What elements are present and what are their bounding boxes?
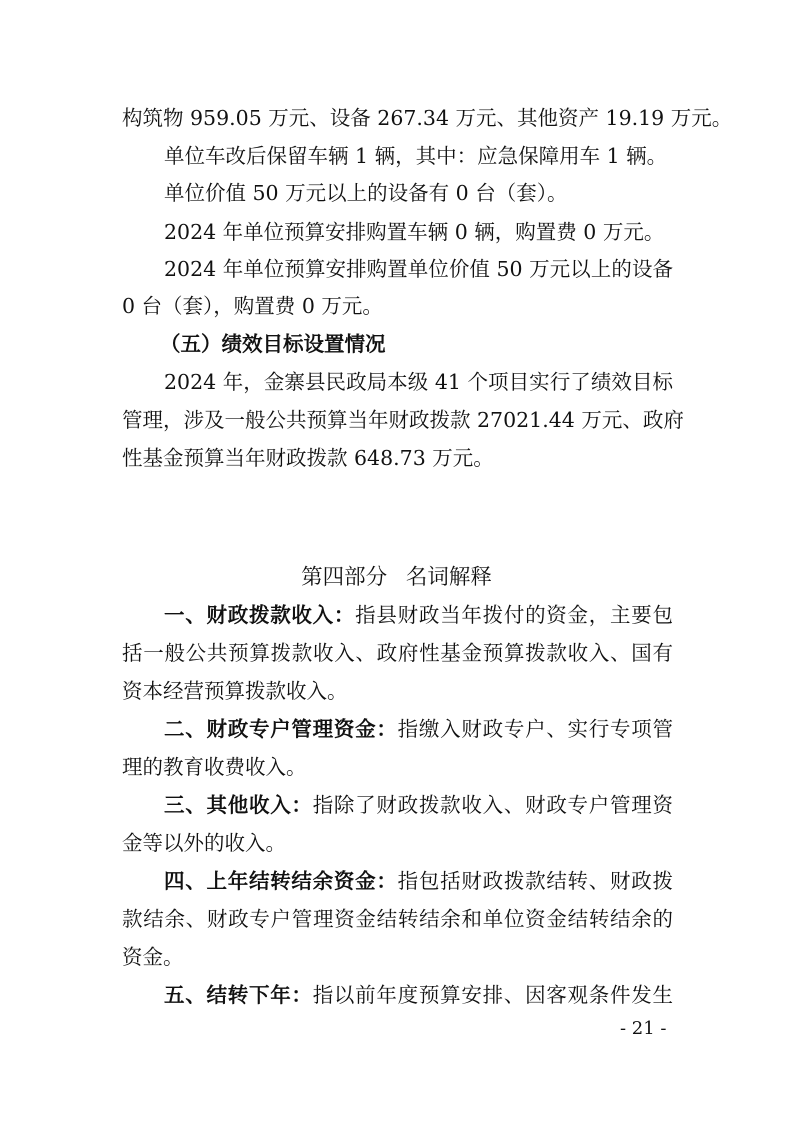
definition-text: 指包括财政拨款结转、财政拨 <box>397 869 674 893</box>
definition-term: 三、其他收入： <box>164 793 313 817</box>
text-line: 资金。 <box>122 945 184 969</box>
definition-text: 指缴入财政专户、实行专项管 <box>397 717 674 741</box>
definition-term: 二、财政专户管理资金： <box>164 717 398 741</box>
definition-item <box>164 793 673 817</box>
text-line: 金等以外的收入。 <box>122 831 286 855</box>
section-heading: （五）绩效目标设置情况 <box>160 332 386 356</box>
text-line: 单位车改后保留车辆 1 辆，其中：应急保障用车 1 辆。 <box>164 144 668 168</box>
definition-item <box>164 603 673 627</box>
definition-term: 四、上年结转结余资金： <box>164 869 398 893</box>
text-line: 款结余、财政专户管理资金结转结余和单位资金结转结余的 <box>122 907 673 931</box>
definition-term: 五、结转下年： <box>164 983 313 1007</box>
text-line: 0 台（套），购置费 0 万元。 <box>122 294 383 318</box>
text-line: 资本经营预算拨款收入。 <box>122 679 348 703</box>
part-title-number: 第四部分 <box>301 565 388 590</box>
definition-item <box>164 717 673 741</box>
definition-text: 指以前年度预算安排、因客观条件发生 <box>312 983 674 1007</box>
definition-item <box>164 869 673 893</box>
text-line: 2024 年，金寨县民政局本级 41 个项目实行了绩效目标 <box>164 370 673 394</box>
definition-item <box>164 983 673 1007</box>
text-line: 理的教育收费收入。 <box>122 755 307 779</box>
text-line: 构筑物 959.05 万元、设备 267.34 万元、其他资产 19.19 万元。 <box>122 106 733 130</box>
text-line: 括一般公共预算拨款收入、政府性基金预算拨款收入、国有 <box>122 641 673 665</box>
page-number: - 21 - <box>620 1018 667 1039</box>
part-title <box>0 565 793 591</box>
text-line: 性基金预算当年财政拨款 648.73 万元。 <box>122 446 494 470</box>
text-line: 单位价值 50 万元以上的设备有 0 台（套）。 <box>164 181 568 205</box>
part-title-name: 名词解释 <box>405 565 492 590</box>
text-line: 2024 年单位预算安排购置单位价值 50 万元以上的设备 <box>164 257 673 281</box>
text-line: 2024 年单位预算安排购置车辆 0 辆，购置费 0 万元。 <box>164 220 665 244</box>
definition-term: 一、财政拨款收入： <box>164 603 356 627</box>
text-line: 管理，涉及一般公共预算当年财政拨款 27021.44 万元、政府 <box>122 408 684 432</box>
definition-text: 指县财政当年拨付的资金，主要包 <box>355 603 674 627</box>
definition-text: 指除了财政拨款收入、财政专户管理资 <box>312 793 674 817</box>
